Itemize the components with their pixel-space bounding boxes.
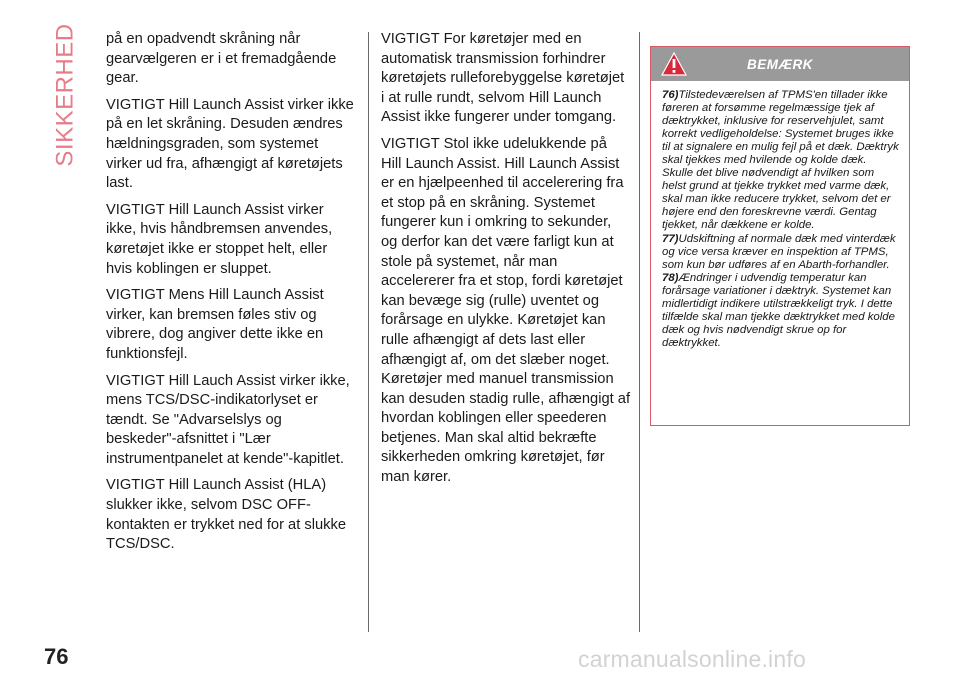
note-number: 78) <box>662 271 679 284</box>
warning-triangle-icon <box>661 52 687 76</box>
note-header <box>651 47 909 81</box>
text-column-2 <box>381 30 631 495</box>
paragraph: VIGTIGT Hill Launch Assist (HLA) slukker ikke, selvom DSC OFF-kontakten er trykket ned for at slukke TCS/DSC. <box>106 477 347 553</box>
paragraph: VIGTIGT Mens Hill Launch Assist virker, kan bremsen føles stiv og vibrere, dog angiver dette ikke en funktionsfejl. <box>106 287 324 362</box>
paragraph: VIGTIGT Hill Launch Assist virker ikke på en let skråning. Desuden ændres hældningsgraden, som systemet virker ud fra, afhængigt af køretøjets last. <box>106 96 354 192</box>
paragraph: VIGTIGT Hill Launch Assist virker ikke, hvis håndbremsen anvendes, køretøjet ikke er stoppet helt, eller hvis koblingen er sluppet. <box>106 201 333 277</box>
note-text: Tilstedeværelsen af TPMS'en tillader ikke føreren at forsømme regelmæssige tjek af dæktrykket, inklusive for reservehjulet, samt korrekt vedligeholdelse: Systemet bruges ikke til at signalere en mulig fejl på et dæk. Dæktryk skal tjekkes med hvilende og kolde dæk. Skulle det blive nødvendigt af hvilken som helst grund at tjekke trykket med varme dæk, skal man ikke reducere trykket, selvom det er højere end den foreskrevne værdi. Gentag tjekket, når dækkene er kolde. <box>662 89 899 232</box>
section-title-text: SIKKERHED <box>52 23 80 167</box>
column-divider-left <box>368 32 369 632</box>
note-text: Udskiftning af normale dæk med vinterdæk og vice versa kræver en inspektion af TPMS, som kun bør udføres af en Abarth-forhandler. <box>662 232 896 271</box>
note-title: BEMÆRK <box>747 56 813 72</box>
text-column-1 <box>106 30 356 562</box>
note-text: Ændringer i udvendig temperatur kan forårsage variationer i dæktryk. Systemet kan midlertidigt indikere utilstrækkeligt tryk. I dette tilfælde skal man tjekke dæktrykket med kolde dæk og hvis nødvendigt skrue op for dæktrykket. <box>662 271 895 349</box>
note-item <box>662 272 899 350</box>
section-title <box>46 23 86 167</box>
note-box <box>650 46 910 426</box>
note-body <box>651 81 909 350</box>
paragraph: VIGTIGT Hill Lauch Assist virker ikke, mens TCS/DSC-indikatorlyset er tændt. Se "Advarselslys og beskeder"-afsnittet i "Lær instrumentpanelet at kende"-kapitlet. <box>106 372 350 467</box>
watermark: carmanualsonline.info <box>578 646 806 672</box>
column-divider-right <box>639 32 640 632</box>
note-item <box>662 89 899 233</box>
note-number: 77) <box>662 232 679 245</box>
note-item <box>662 233 899 272</box>
note-number: 76) <box>662 89 679 101</box>
paragraph: VIGTIGT Stol ikke udelukkende på Hill Launch Assist. Hill Launch Assist er en hjælpeenhed til accelerering fra et stop på en skråning. Systemet fungerer kun i omkring to sekunder, og derfor kan det være farligt kun at stole på systemet, når man accelererer fra et stop, fordi køretøjet kan bevæge sig (rulle) uventet og forårsage en ulykke. Køretøjet kan rulle afhængigt af dets last eller afhængigt af, om det slæber noget. Køretøjer med manuel transmission kan desuden stadig rulle, afhængigt af hvordan koblingen eller speederen betjenes. Man skal altid bekræfte sikkerheden omkring køretøjet, før man kører. <box>381 135 631 486</box>
paragraph: VIGTIGT For køretøjer med en automatisk transmission forhindrer køretøjets rulleforebyggelse køretøjet i at rulle rundt, selvom Hill Launch Assist ikke fungerer under tomgang. <box>381 31 625 126</box>
paragraph: på en opadvendt skråning når gearvælgeren er i et fremadgående gear. <box>106 31 337 87</box>
page-number: 76 <box>44 644 69 669</box>
